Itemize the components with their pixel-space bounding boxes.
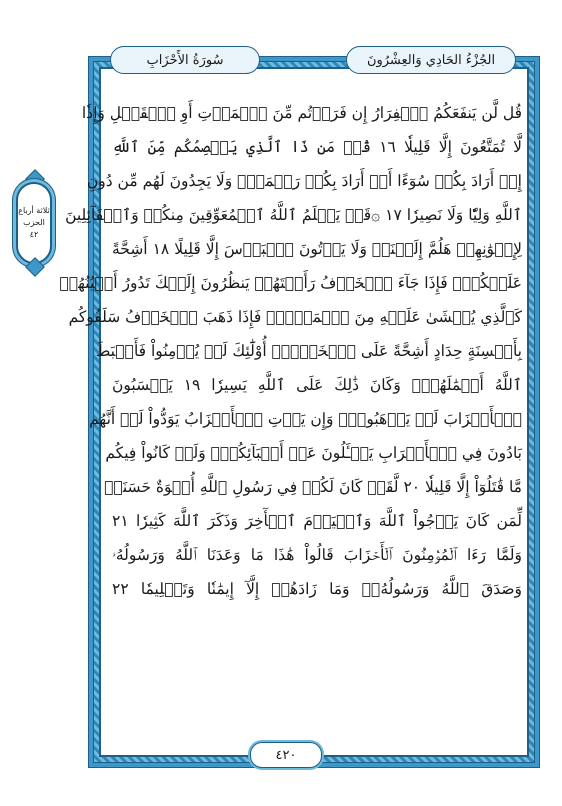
hizb-marker-line3: ٤٢ <box>29 230 39 239</box>
text-line: إِنۡ أَرَادَ بِكُمۡ سُوٓءًا أَوۡ أَرَادَ بِكُمۡ رَحۡمَةٗۚ وَلَا يَجِدُونَ لَهُم مِّن دُونِ <box>86 172 522 190</box>
surah-name-label: سُورَةُ الأَحْزَابِ <box>110 46 260 74</box>
juz-name-label: الجُزْءُ الحَادِي وَالعِشْرُونَ <box>346 46 516 74</box>
page-number-badge <box>250 742 320 768</box>
text-line: ٱلۡأَحۡزَابَ لَمۡ يَذۡهَبُواْۖ وَإِن يَأۡتِ ٱلۡأَحۡزَابُ يَوَدُّواْ لَوۡ أَنَّهُم <box>89 410 522 428</box>
text-line: عَلَيۡكُمۡۖ فَإِذَا جَآءَ ٱلۡخَوۡفُ رَأَيۡتَهُمۡ يَنظُرُونَ إِلَيۡكَ تَدُورُ أَعۡيُنُهُمۡ <box>59 274 522 292</box>
text-line: قُل لَّن يَنفَعَكُمُ ٱلۡفِرَارُ إِن فَرَرۡتُم مِّنَ ٱلۡمَوۡتِ أَوِ ٱلۡقَتۡلِ وَإِذٗا <box>81 104 522 122</box>
text-line: ٱللَّهِ وَلِيّٗا وَلَا نَصِيرٗا ١٧ ۞قَدۡ يَعۡلَمُ ٱللَّهُ ٱلۡمُعَوِّقِينَ مِنكُمۡ وَٱلۡقَآئِلِينَ <box>65 206 522 224</box>
quran-text-body <box>59 96 522 708</box>
text-line: بَادُونَ فِي ٱلۡأَعۡرَابِ يَسۡـَٔلُونَ عَنۡ أَنۢبَآئِكُمۡۖ وَلَوۡ كَانُواْ فِيكُم <box>105 444 522 462</box>
page-number: ٤٢٠ <box>250 742 322 768</box>
text-line: مَّا قَٰتَلُوٓاْ إِلَّا قَلِيلٗا ٢٠ لَّقَدۡ كَانَ لَكُمۡ فِي رَسُولِ ٱللَّهِ أُسۡوَةٌ حَسَنَةٞ <box>104 478 522 496</box>
hizb-marker-line1: ثلاثة أرباع <box>18 206 50 215</box>
text-line: لِإِخۡوَٰنِهِمۡ هَلُمَّ إِلَيۡنَاۖ وَلَا يَأۡتُونَ ٱلۡبَأۡسَ إِلَّا قَلِيلًا ١٨ أَشِحَّةً <box>112 240 522 258</box>
text-line: كَٱلَّذِي يُغۡشَىٰ عَلَيۡهِ مِنَ ٱلۡمَوۡتِۖ فَإِذَا ذَهَبَ ٱلۡخَوۡفُ سَلَقُوكُم <box>68 308 522 326</box>
hizb-marker-body <box>16 182 52 264</box>
hizb-marker-line2: الحزب <box>23 218 45 227</box>
text-line: وَلَمَّا رَءَا ٱلۡمُؤۡمِنُونَ ٱلۡأَحۡزَابَ قَالُواْ هَٰذَا مَا وَعَدَنَا ٱللَّهُ وَرَسُولُهُۥ <box>112 546 522 564</box>
text-line: بِأَلۡسِنَةٍ حِدَادٍ أَشِحَّةً عَلَى ٱلۡخَيۡرِۚ أُوْلَٰٓئِكَ لَمۡ يُؤۡمِنُواْ فَأَحۡبَطَ <box>95 342 522 360</box>
text-line: وَصَدَقَ ٱللَّهُ وَرَسُولُهُۥۚ وَمَا زَادَهُمۡ إِلَّآ إِيمَٰنٗا وَتَسۡلِيمٗا ٢٢ <box>112 580 522 598</box>
page-header <box>96 46 532 78</box>
text-line: ٱللَّهُ أَعۡمَٰلَهُمۡۚ وَكَانَ ذَٰلِكَ عَلَى ٱللَّهِ يَسِيرٗا ١٩ يَحۡسَبُونَ <box>112 376 522 394</box>
text-line: لَّا تُمَتَّعُونَ إِلَّا قَلِيلٗا ١٦ قُلۡ مَن ذَا ٱلَّذِي يَعۡصِمُكُم مِّنَ ٱللَّهِ <box>112 138 522 156</box>
text-line: لِّمَن كَانَ يَرۡجُواْ ٱللَّهَ وَٱلۡيَوۡمَ ٱلۡأٓخِرَ وَذَكَرَ ٱللَّهَ كَثِيرٗا ٢١ <box>112 512 522 530</box>
hizb-marker <box>14 168 54 278</box>
